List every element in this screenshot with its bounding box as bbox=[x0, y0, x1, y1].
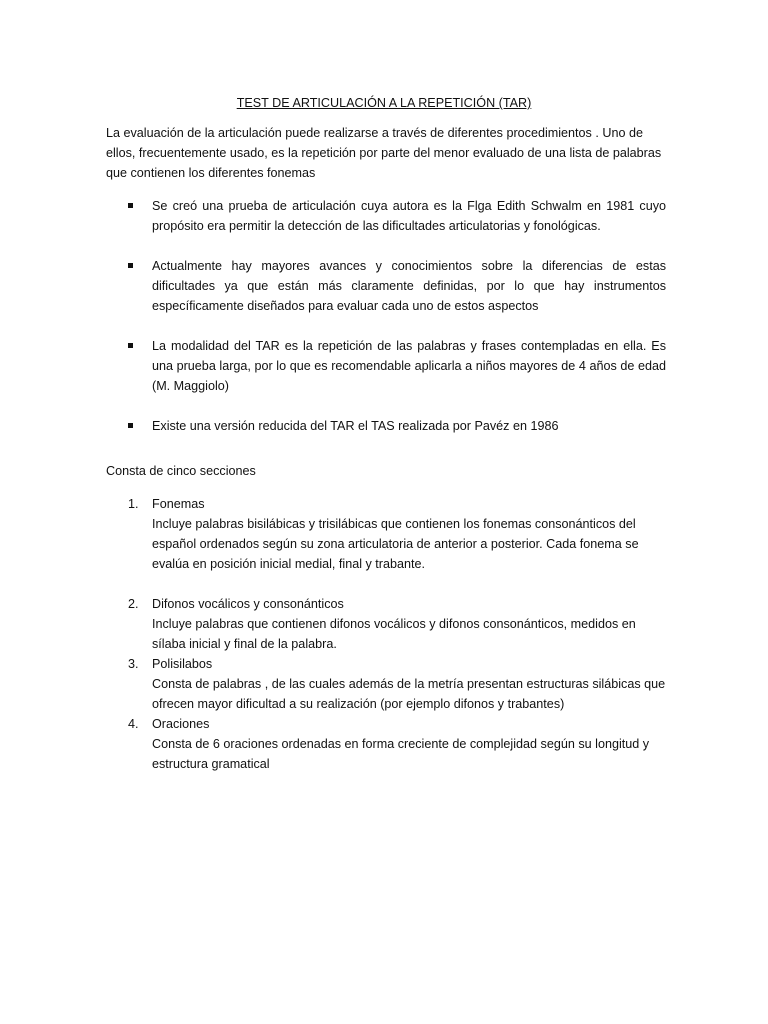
bullet-list bbox=[106, 196, 666, 456]
bullet-item bbox=[106, 416, 666, 436]
sections-list bbox=[106, 494, 666, 774]
bullet-item bbox=[106, 336, 666, 396]
section-description: Consta de palabras , de las cuales además de la metría presentan estructuras silábicas que ofrecen mayor dificultad a su realización (por ejemplo difonos y trabantes) bbox=[152, 677, 666, 711]
section-title: Oraciones bbox=[152, 717, 210, 731]
intro-paragraph: La evaluación de la articulación puede realizarse a través de diferentes procedimientos . Uno de ellos, frecuentemente usado, es la repetición por parte del menor evaluado de una lista de palabras que contienen los diferentes fonemas bbox=[106, 126, 662, 180]
section-title: Difonos vocálicos y consonánticos bbox=[152, 597, 344, 611]
bullet-text: Se creó una prueba de articulación cuya autora es la Flga Edith Schwalm en 1981 cuyo propósito era permitir la detección de las dificultades articulatorias y fonológicas. bbox=[152, 199, 666, 233]
square-bullet-icon bbox=[128, 203, 133, 208]
section-number: 2. bbox=[128, 597, 139, 611]
bullet-text: La modalidad del TAR es la repetición de las palabras y frases contempladas en ella. Es una prueba larga, por lo que es recomendable aplicarla a niños mayores de 4 años de edad (M. Maggiolo) bbox=[152, 339, 666, 393]
sections-intro: Consta de cinco secciones bbox=[106, 464, 256, 478]
section-number: 3. bbox=[128, 657, 139, 671]
bullet-text: Actualmente hay mayores avances y conocimientos sobre la diferencias de estas dificultades ya que están más claramente definidas, por lo que hay instrumentos específicamente diseñados para evaluar cada uno de estos aspectos bbox=[152, 259, 666, 313]
section-description: Incluye palabras que contienen difonos vocálicos y difonos consonánticos, medidos en sílaba inicial y final de la palabra. bbox=[152, 617, 636, 651]
section-item bbox=[106, 594, 666, 654]
section-description: Incluye palabras bisilábicas y trisilábicas que contienen los fonemas consonánticos del español ordenados según su zona articulatoria de anterior a posterior. Cada fonema se evalúa en posición inicial medial, final y trabante. bbox=[152, 517, 639, 571]
bullet-text: Existe una versión reducida del TAR el TAS realizada por Pavéz en 1986 bbox=[152, 419, 559, 433]
section-description: Consta de 6 oraciones ordenadas en forma creciente de complejidad según su longitud y estructura gramatical bbox=[152, 737, 650, 771]
section-title: Polisilabos bbox=[152, 657, 213, 671]
section-item bbox=[106, 714, 666, 774]
square-bullet-icon bbox=[128, 263, 133, 268]
document-title: TEST DE ARTICULACIÓN A LA REPETICIÓN (TAR) bbox=[236, 96, 532, 110]
bullet-item bbox=[106, 196, 666, 236]
section-title: Fonemas bbox=[152, 497, 205, 511]
section-item bbox=[106, 654, 666, 714]
section-number: 1. bbox=[128, 497, 139, 511]
section-number: 4. bbox=[128, 717, 139, 731]
bullet-item bbox=[106, 256, 666, 316]
square-bullet-icon bbox=[128, 343, 133, 348]
square-bullet-icon bbox=[128, 423, 133, 428]
section-item bbox=[106, 494, 666, 574]
